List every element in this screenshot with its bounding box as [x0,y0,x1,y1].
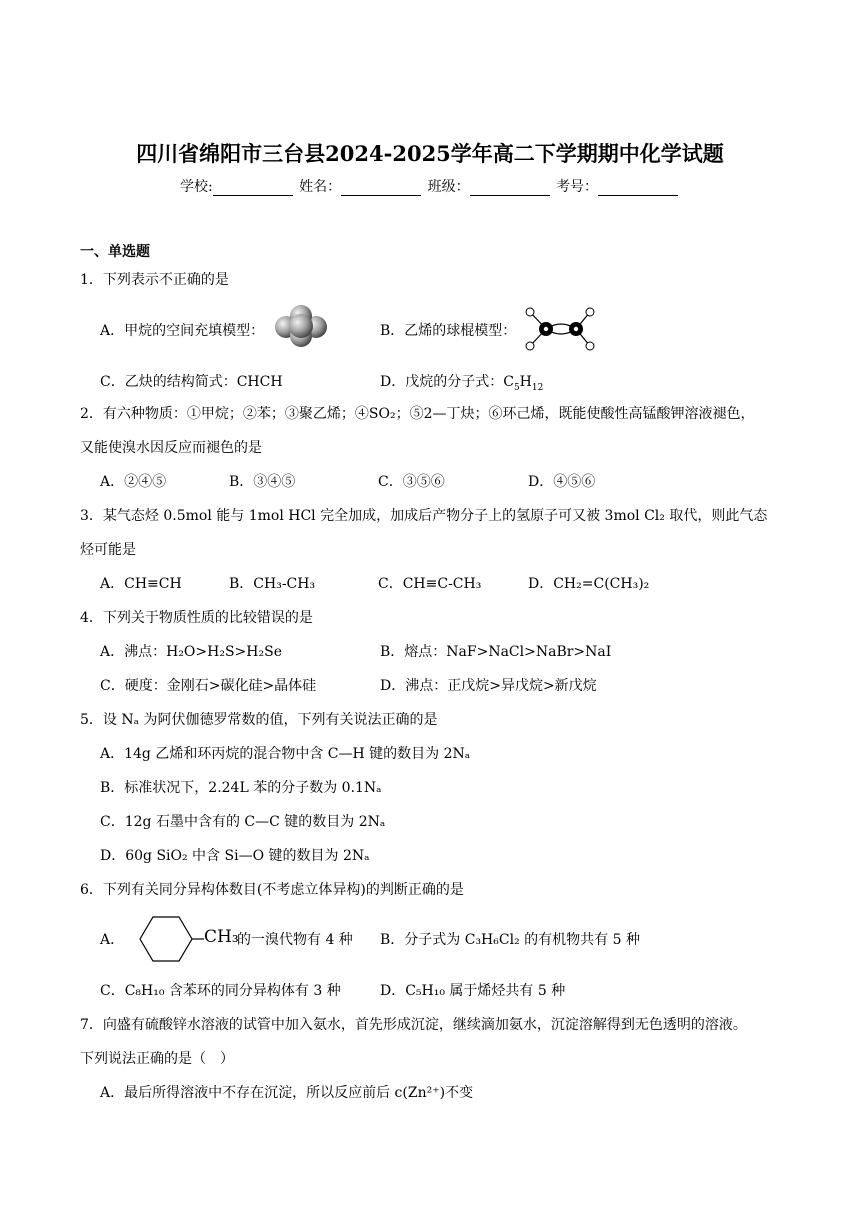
q5-option-b: B．标准状况下，2.24L 苯的分子数为 0.1Nₐ [100,780,382,796]
q1-option-c: C．乙炔的结构简式：CHCH [100,374,283,390]
q4-option-a: A．沸点：H₂O>H₂S>H₂Se [100,644,282,660]
q4-option-c: C．硬度：金刚石>碳化硅>晶体硅 [100,678,317,694]
q1-option-b: B．乙烯的球棍模型： [380,323,517,339]
q3-option-d: D．CH₂=C(CH₃)₂ [528,576,650,592]
page-title: 四川省绵阳市三台县2024-2025学年高二下学期期中化学试题 [136,141,724,166]
q1-d-text: D．戊烷的分子式：C [380,374,514,390]
exam-no-label: 考号： [556,179,599,195]
exam-no-blank[interactable] [598,181,678,196]
q2-line2: 又能使溴水因反应而褪色的是 [80,440,262,456]
q1-d-sub1: 5 [513,382,520,393]
q6-a-ch3: CH₃ [204,927,239,947]
q6-option-d: D．C₅H₁₀ 属于烯烃共有 5 种 [380,983,566,999]
q7-line2: 下列说法正确的是（ ） [80,1051,234,1067]
q7-option-a: A．最后所得溶液中不存在沉淀，所以反应前后 c(Zn²⁺)不变 [100,1085,474,1101]
q6-option-a: 的一溴代物有 4 种 [237,932,353,948]
q1-option-a: A．甲烷的空间充填模型： [100,323,265,339]
q3-option-c: C．CH≡C-CH₃ [378,576,482,592]
q5-stem: 5．设 Nₐ 为阿伏伽德罗常数的值，下列有关说法正确的是 [80,712,438,728]
q3-line2: 烃可能是 [80,542,136,558]
q5-option-d: D．60g SiO₂ 中含 Si—O 键的数目为 2Nₐ [100,848,370,864]
student-info-line [0,176,860,196]
q6-option-b: B．分子式为 C₃H₆Cl₂ 的有机物共有 5 种 [380,932,640,948]
methylcyclohexane-structure-icon [126,913,204,965]
methane-space-filling-model-icon [272,305,330,347]
class-blank[interactable] [470,181,550,196]
school-blank[interactable] [213,181,293,196]
q1-d-sub2: 12 [531,382,544,393]
q3-option-b: B．CH₃-CH₃ [229,576,316,592]
q5-option-c: C．12g 石墨中含有的 C—C 键的数目为 2Nₐ [100,814,386,830]
ethylene-ball-stick-model-icon [520,302,600,356]
name-blank[interactable] [341,181,421,196]
class-label: 班级： [427,179,470,195]
q6-option-a-label: A． [100,932,125,948]
q1-d-mid: H [519,374,532,390]
q1-stem: 1．下列表示不正确的是 [80,272,229,288]
q4-option-b: B．熔点：NaF>NaCl>NaBr>NaI [380,644,612,660]
name-label: 姓名： [299,179,342,195]
q5-option-a: A．14g 乙烯和环丙烷的混合物中含 C—H 键的数目为 2Nₐ [100,746,471,762]
q6-option-c: C．C₈H₁₀ 含苯环的同分异构体有 3 种 [100,983,341,999]
school-label: 学校: [179,179,213,195]
q4-option-d: D．沸点：正戊烷>异戊烷>新戊烷 [380,678,597,694]
q2-option-a: A．②④⑤ [100,474,167,490]
q2-line1: 2．有六种物质：①甲烷；②苯；③聚乙烯；④SO₂；⑤2—丁炔；⑥环己烯，既能使酸性高锰酸钾溶液褪色， [80,406,755,422]
q4-stem: 4．下列关于物质性质的比较错误的是 [80,610,313,626]
q3-line1: 3．某气态烃 0.5mol 能与 1mol HCl 完全加成，加成后产物分子上的氢原子可又被 3mol Cl₂ 取代，则此气态 [80,508,768,524]
q2-option-b: B．③④⑤ [229,474,296,490]
section-heading: 一、单选题 [80,244,150,260]
q7-line1: 7．向盛有硫酸锌水溶液的试管中加入氨水，首先形成沉淀，继续滴加氨水，沉淀溶解得到无色透明的溶液。 [80,1017,747,1033]
q2-option-d: D．④⑤⑥ [528,474,596,490]
q3-option-a: A．CH≡CH [100,576,182,592]
q2-option-c: C．③⑤⑥ [378,474,445,490]
q1-option-d [380,373,543,391]
q6-stem: 6．下列有关同分异构体数目(不考虑立体异构)的判断正确的是 [80,882,464,898]
